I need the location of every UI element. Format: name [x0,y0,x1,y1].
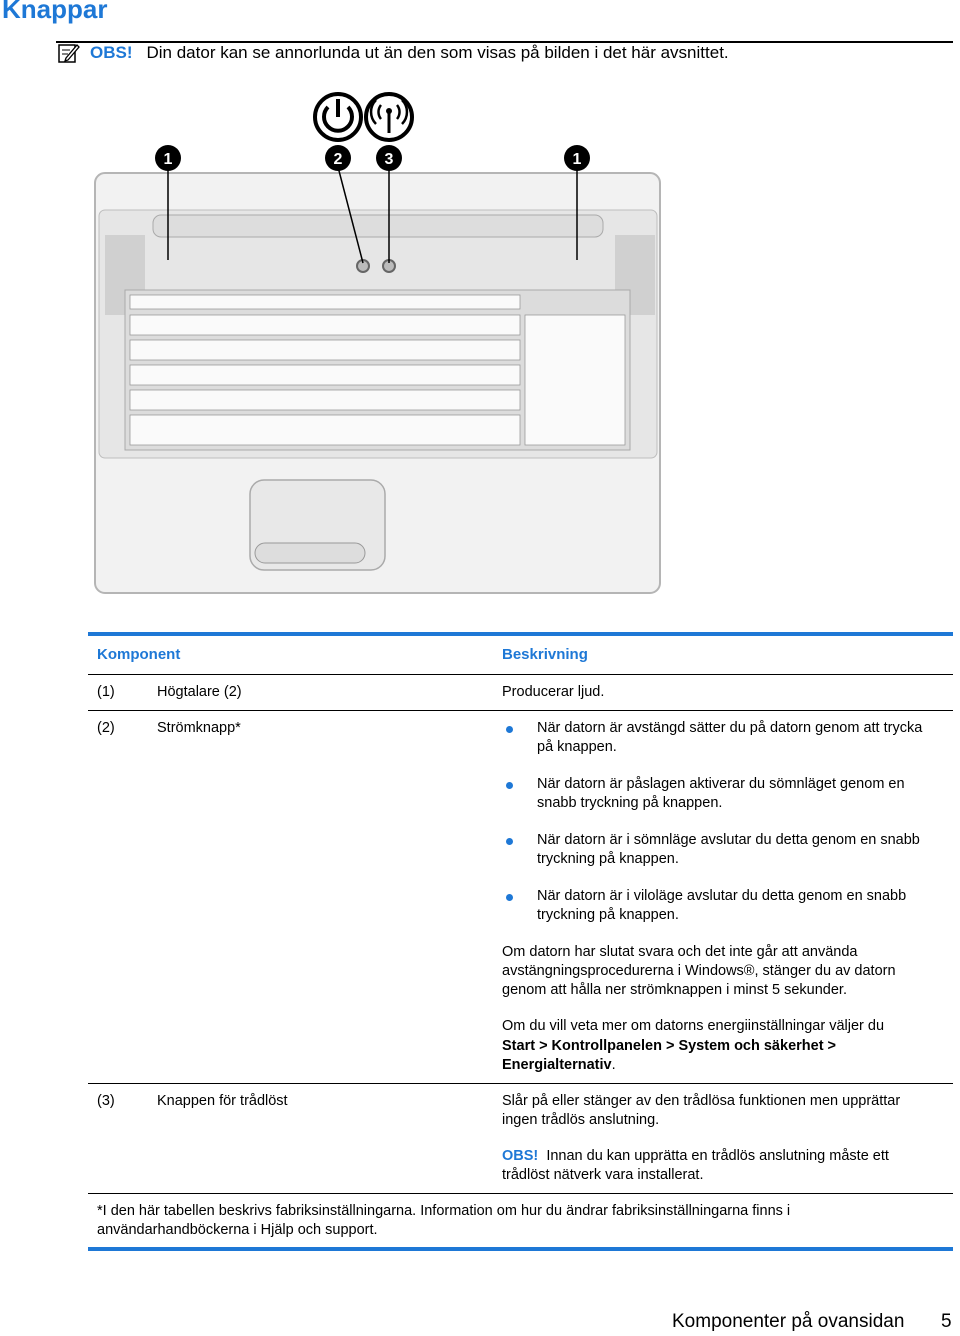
row3-note-line1 [502,1147,889,1166]
header-component: Komponent [97,646,181,663]
power-icon [315,94,361,140]
para1-line1: Om datorn har slutat svara och det inte går att använda [502,944,858,960]
menu-path-end: Energialternativ [502,1057,612,1073]
note-label: OBS! [90,43,133,62]
note-message: Din dator kan se annorlunda ut än den som visas på bilden i det här avsnittet. [146,43,729,62]
period: . [611,1057,616,1073]
bullet-dot [506,894,513,901]
bullet-dot [506,838,513,845]
callout-1a: 1 [163,151,173,168]
menu-path: Start > Kontrollpanelen > System och säkerhet > [502,1038,837,1054]
footnote-line2: användarhandböckerna i Hjälp och support. [97,1222,378,1238]
header-description: Beskrivning [502,646,588,663]
callout-3: 3 [384,151,394,168]
row2-num: (2) [97,720,115,736]
callout-2: 2 [333,151,343,168]
row-rule [88,1083,953,1084]
bullet-2-line2: snabb tryckning på knappen. [537,795,723,811]
laptop-figure [85,85,665,605]
footer-section: Komponenter på ovansidan [672,1311,905,1332]
bullet-dot [506,726,513,733]
para2-line1: Om du vill veta mer om datorns energiinställningar väljer du [502,1018,885,1034]
callout-1b: 1 [572,151,582,168]
footnote-rule [88,1193,953,1194]
note [90,43,729,63]
row1-name: Högtalare (2) [157,684,242,700]
para1-line3: genom att hålla ner strömknappen i minst 5 sekunder. [502,982,847,998]
row3-note-label: OBS! [502,1148,539,1164]
row1-num: (1) [97,684,115,700]
row1-desc: Producerar ljud. [502,684,605,700]
row3-desc-line1: Slår på eller stänger av den trådlösa funktionen men upprättar [502,1093,901,1109]
row3-name: Knappen för trådlöst [157,1093,288,1109]
bullet-2-line1: När datorn är påslagen aktiverar du sömnläget genom en [537,776,905,792]
table-bottom-bar [88,1247,953,1251]
footnote-line1: *I den här tabellen beskrivs fabriksinställningarna. Information om hur du ändrar fabriksinställningarna finns i [97,1203,791,1219]
bullet-dot [506,782,513,789]
note-pencil-icon [58,42,80,64]
bullet-1-line2: på knappen. [537,739,617,755]
callout-number-icon [155,145,590,171]
row2-name: Strömknapp* [157,720,241,736]
row3-desc-line2: ingen trådlös anslutning. [502,1112,660,1128]
bullet-1-line1: När datorn är avstängd sätter du på datorn genom att trycka [537,720,923,736]
page-title: Knappar [2,0,108,24]
row3-note-line2: trådlöst nätverk vara installerat. [502,1167,704,1183]
bullet-4-line1: När datorn är i viloläge avslutar du detta genom en snabb [537,888,907,904]
para1-line2: avstängningsprocedurerna i Windows®, stänger du av datorn [502,963,896,979]
table-top-bar [88,632,953,636]
bullet-3-line1: När datorn är i sömnläge avslutar du detta genom en snabb [537,832,920,848]
header-rule [88,674,953,675]
para2-line3 [502,1056,616,1075]
bullet-3-line2: tryckning på knappen. [537,851,679,867]
bullet-4-line2: tryckning på knappen. [537,907,679,923]
para2-line2 [502,1037,836,1056]
wireless-icon [366,94,412,140]
row3-num: (3) [97,1093,115,1109]
row3-note-text: Innan du kan upprätta en trådlös anslutning måste ett [546,1148,889,1164]
row-rule [88,710,953,711]
footer-page-number: 5 [941,1311,952,1332]
